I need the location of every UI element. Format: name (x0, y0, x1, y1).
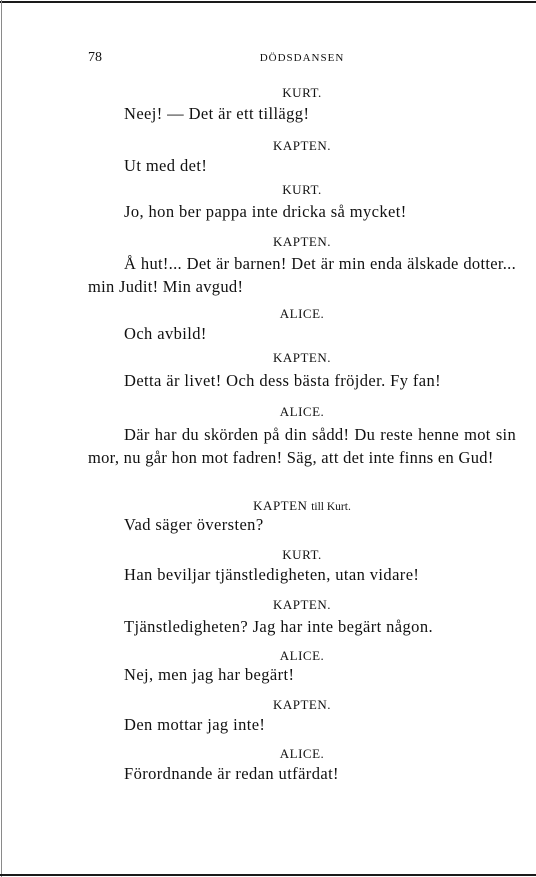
dialogue-line: Den mottar jag inte! (124, 715, 266, 734)
dialogue-paragraph: Å hut!... Det är barnen! Det är min enda älskade dotter... min Judit! Min avgud! (88, 254, 516, 296)
speaker-name: KAPTEN (253, 498, 308, 513)
speaker-label: ALICE. (279, 404, 325, 419)
speaker-label: KAPTEN. (272, 234, 332, 249)
speaker-label: ALICE. (279, 306, 325, 321)
speaker-label: ALICE. (279, 746, 325, 761)
dialogue-line: Neej! — Det är ett tillägg! (124, 104, 310, 123)
speaker-label: KURT. (282, 547, 322, 562)
speaker-label: KAPTEN. (272, 697, 332, 712)
speaker-label: KAPTEN. (272, 138, 332, 153)
page-header (88, 50, 516, 66)
dialogue-line: Tjänstledigheten? Jag har inte begärt någon. (124, 617, 433, 636)
dialogue-line: Han beviljar tjänstledigheten, utan vidare! (124, 565, 420, 584)
speaker-label: KAPTEN. (272, 350, 332, 365)
dialogue-line: Vad säger översten? (124, 515, 264, 534)
speaker-label: KURT. (282, 85, 322, 100)
dialogue-line: Detta är livet! Och dess bästa fröjder. Fy fan! (124, 371, 442, 390)
page-number: 78 (88, 50, 102, 65)
speaker-label: ALICE. (279, 648, 325, 663)
dialogue-line: Jo, hon ber pappa inte dricka så mycket! (124, 202, 407, 221)
stage-direction: till Kurt. (311, 501, 351, 513)
page-top-edge (0, 1, 536, 3)
dialogue-line: Ut med det! (124, 156, 208, 175)
speaker-label (88, 498, 516, 514)
dialogue-line: Förordnande är redan utfärdat! (124, 764, 339, 783)
page-bottom-edge (0, 874, 536, 876)
dialogue-line: Nej, men jag har begärt! (124, 665, 295, 684)
page-left-edge (1, 0, 2, 877)
speaker-label: KURT. (282, 182, 322, 197)
running-title: DÖDSDANSEN (259, 52, 345, 64)
speaker-label: KAPTEN. (272, 597, 332, 612)
dialogue-paragraph: Där har du skörden på din sådd! Du reste henne mot sin mor, nu går hon mot fadren! Säg, att det inte finns en Gud! (88, 425, 516, 467)
dialogue-line: Och avbild! (124, 324, 207, 343)
